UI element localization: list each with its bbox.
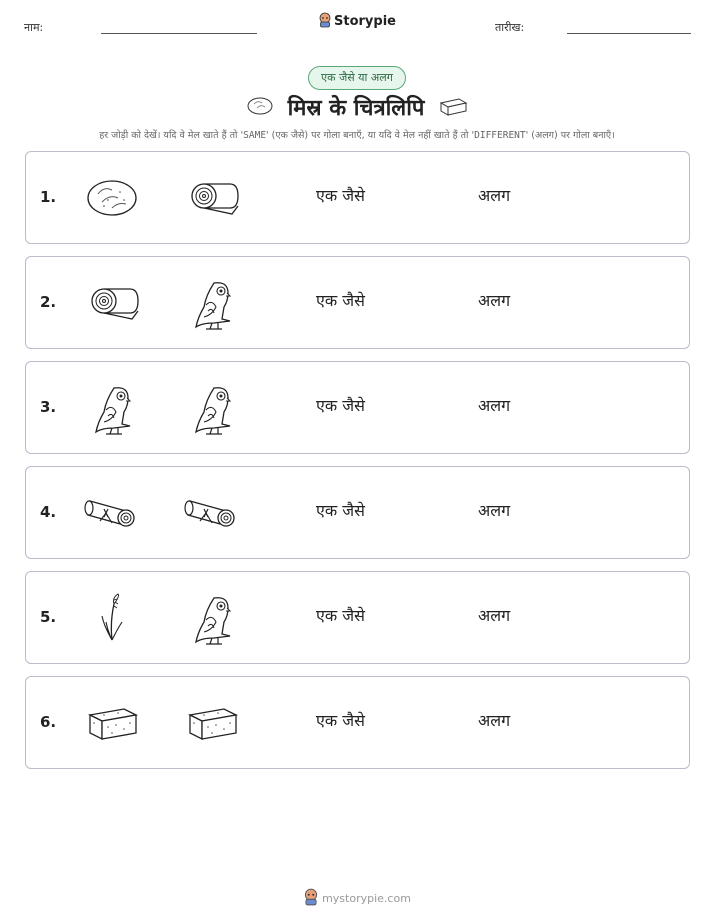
option-same[interactable]: एक जैसे xyxy=(316,396,365,415)
question-row xyxy=(25,676,690,769)
date-label: तारीख: xyxy=(495,21,525,34)
owl-icon xyxy=(184,382,240,432)
mud-brick-icon xyxy=(84,697,140,747)
instruction-different: DIFFERENT xyxy=(474,130,526,141)
option-same[interactable]: एक जैसे xyxy=(316,186,365,205)
mud-brick-icon xyxy=(184,697,240,747)
storypie-mascot-icon xyxy=(318,12,332,28)
owl-icon xyxy=(184,277,240,327)
question-row xyxy=(25,256,690,349)
question-number: 1. xyxy=(40,188,57,206)
option-different[interactable]: अलग xyxy=(478,711,511,730)
bread-icon xyxy=(84,172,140,222)
question-row xyxy=(25,466,690,559)
date-field[interactable] xyxy=(567,33,691,34)
papyrus-scroll-icon xyxy=(84,487,140,537)
page-title-wrap xyxy=(0,92,714,123)
brand-name: Storypie xyxy=(334,14,396,29)
instructions xyxy=(0,128,714,141)
option-same[interactable]: एक जैसे xyxy=(316,291,365,310)
reed-icon xyxy=(84,592,140,642)
question-row xyxy=(25,151,690,244)
question-number: 3. xyxy=(40,398,57,416)
option-different[interactable]: अलग xyxy=(478,501,511,520)
page-title: मिस्र के चित्रलिपि xyxy=(287,96,425,121)
question-number: 4. xyxy=(40,503,57,521)
mud-brick-icon xyxy=(438,95,468,123)
cloth-roll-icon xyxy=(84,277,140,327)
owl-icon xyxy=(184,592,240,642)
instruction-same: SAME xyxy=(243,130,267,141)
option-different[interactable]: अलग xyxy=(478,291,511,310)
option-different[interactable]: अलग xyxy=(478,186,511,205)
option-same[interactable]: एक जैसे xyxy=(316,606,365,625)
option-different[interactable]: अलग xyxy=(478,396,511,415)
option-same[interactable]: एक जैसे xyxy=(316,711,365,730)
question-number: 5. xyxy=(40,608,57,626)
instruction-text-3: ' (अलग) पर गोला बनाएँ। xyxy=(525,130,615,141)
name-label: नाम: xyxy=(24,21,44,34)
instruction-text-2: ' (एक जैसे) पर गोला बनाएँ, या यदि वे मेल नहीं खाते हैं तो ' xyxy=(266,130,475,141)
option-different[interactable]: अलग xyxy=(478,606,511,625)
footer-url: mystorypie.com xyxy=(322,892,411,905)
question-row xyxy=(25,361,690,454)
option-same[interactable]: एक जैसे xyxy=(316,501,365,520)
question-number: 6. xyxy=(40,713,57,731)
footer xyxy=(0,888,714,906)
storypie-mascot-icon xyxy=(303,888,319,906)
worksheet-type-tag: एक जैसे या अलग xyxy=(308,66,406,90)
instruction-text-1: हर जोड़ी को देखें। यदि वे मेल खाते हैं तो ' xyxy=(99,130,244,141)
owl-icon xyxy=(84,382,140,432)
name-field[interactable] xyxy=(101,33,257,34)
cloth-roll-icon xyxy=(184,172,240,222)
bread-icon xyxy=(246,96,274,122)
question-number: 2. xyxy=(40,293,57,311)
papyrus-scroll-icon xyxy=(184,487,240,537)
brand-logo xyxy=(0,12,714,29)
question-row xyxy=(25,571,690,664)
